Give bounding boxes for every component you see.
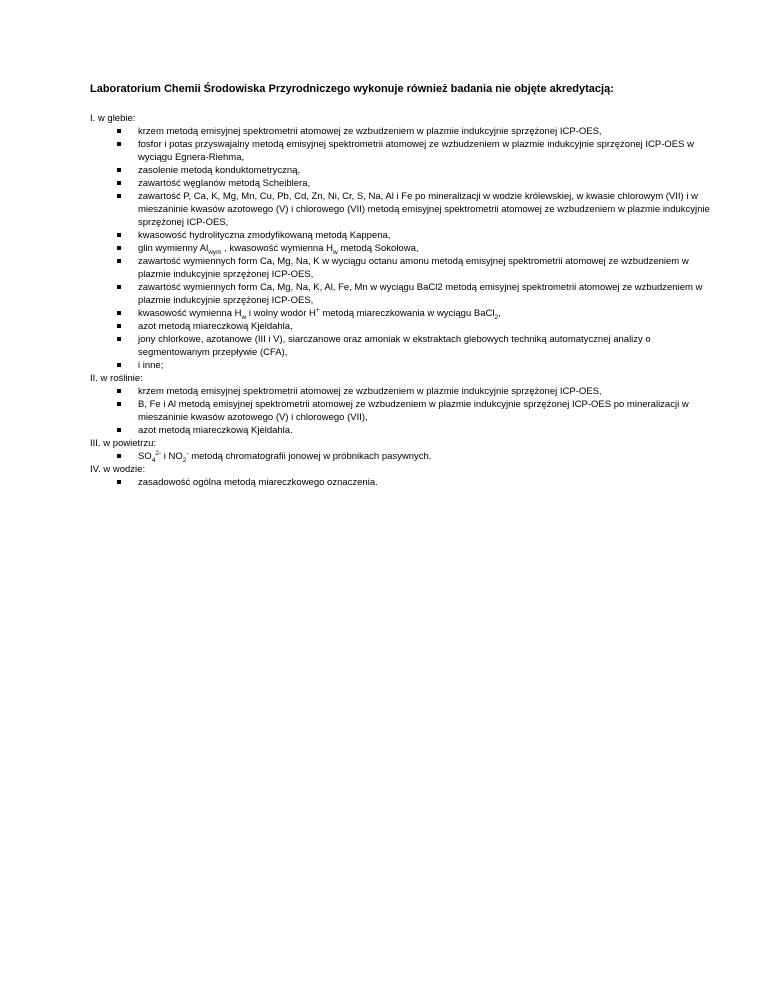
list-item-text: B, Fe i Al metodą emisyjnej spektrometrii atomowej ze wzbudzeniem w plazmie indukcyjnie sprzężonej ICP-OES po mineralizacji w mieszaninie kwasów azotowego (V) i chlorowego (VII), bbox=[138, 399, 689, 423]
square-bullet-icon bbox=[117, 454, 121, 458]
section-air bbox=[90, 437, 710, 463]
square-bullet-icon bbox=[117, 259, 121, 263]
section-heading: IV. w wodzie: bbox=[90, 464, 146, 475]
square-bullet-icon bbox=[117, 285, 121, 289]
square-bullet-icon bbox=[117, 311, 121, 315]
list-item-text: fosfor i potas przyswajalny metodą emisyjnej spektrometrii atomowej ze wzbudzeniem w plazmie indukcyjnie sprzężonej ICP-OES w wyciągu Egnera-Riehma, bbox=[138, 139, 694, 163]
list-item bbox=[90, 255, 710, 281]
list-item-text: azot metodą miareczkową Kjeldahla. bbox=[138, 425, 293, 436]
list-item-text: $SO_4^{2-}$ i $NO_2^-$ metodą chromatografii jonowej w próbnikach pasywnych. bbox=[138, 449, 432, 464]
square-bullet-icon bbox=[117, 324, 121, 328]
section-plant bbox=[90, 372, 710, 437]
soil-analysis-list bbox=[90, 125, 710, 372]
square-bullet-icon bbox=[117, 181, 121, 185]
list-item bbox=[90, 125, 710, 138]
list-item-text: zawartość P, Ca, K, Mg, Mn, Cu, Pb, Cd, Zn, Ni, Cr, S, Na, Al i Fe po mineralizacji w wodzie królewskiej, w kwasie chlorowym (VII) i w mieszaninie kwasów azotowego (V) i chlorowego (VII) metodą emisyjnej spektrometrii atomowej ze wzbudzeniem w plazmie indukcyjnie sprzężonej ICP-OES, bbox=[138, 191, 710, 228]
list-item bbox=[90, 229, 710, 242]
square-bullet-icon bbox=[117, 168, 121, 172]
list-item bbox=[90, 138, 710, 164]
section-soil bbox=[90, 112, 710, 372]
square-bullet-icon bbox=[117, 389, 121, 393]
water-analysis-list bbox=[90, 476, 710, 489]
square-bullet-icon bbox=[117, 402, 121, 406]
square-bullet-icon bbox=[117, 337, 121, 341]
list-item-text: zasolenie metodą konduktometryczną, bbox=[138, 165, 301, 176]
section-heading: III. w powietrzu: bbox=[90, 438, 156, 449]
list-item-text: glin wymienny $Al_{wym}$ , kwasowość wymienna $H_w$ metodą Sokołowa, bbox=[138, 243, 419, 256]
list-item bbox=[90, 450, 710, 463]
document-page bbox=[90, 82, 710, 489]
square-bullet-icon bbox=[117, 194, 121, 198]
square-bullet-icon bbox=[117, 129, 121, 133]
list-item bbox=[90, 359, 710, 372]
plant-analysis-list bbox=[90, 385, 710, 437]
list-item-text: zawartość wymiennych form Ca, Mg, Na, K w wyciągu octanu amonu metodą emisyjnej spektrometrii atomowej ze wzbudzeniem w plazmie indukcyjnie sprzężonej ICP-OES, bbox=[138, 256, 689, 280]
list-item bbox=[90, 190, 710, 229]
list-item bbox=[90, 242, 710, 255]
section-heading: I. w glebie: bbox=[90, 113, 136, 124]
list-item bbox=[90, 281, 710, 307]
document-title: Laboratorium Chemii Środowiska Przyrodniczego wykonuje również badania nie objęte akredytacją: bbox=[90, 83, 614, 95]
list-item bbox=[90, 398, 710, 424]
list-item bbox=[90, 476, 710, 489]
square-bullet-icon bbox=[117, 363, 121, 367]
square-bullet-icon bbox=[117, 480, 121, 484]
square-bullet-icon bbox=[117, 428, 121, 432]
square-bullet-icon bbox=[117, 233, 121, 237]
list-item-text: azot metodą miareczkową Kjeldahla, bbox=[138, 321, 293, 332]
square-bullet-icon bbox=[117, 246, 121, 250]
list-item-text: kwasowość wymienna $H_w$ i wolny wodór H+ metodą miareczkowania w wyciągu BaCl$_2$, bbox=[138, 306, 501, 321]
air-analysis-list bbox=[90, 450, 710, 463]
list-item bbox=[90, 164, 710, 177]
list-item bbox=[90, 424, 710, 437]
list-item-text: krzem metodą emisyjnej spektrometrii atomowej ze wzbudzeniem w plazmie indukcyjnie sprzężonej ICP-OES, bbox=[138, 126, 602, 137]
list-item bbox=[90, 320, 710, 333]
list-item-text: zawartość wymiennych form Ca, Mg, Na, K, Al, Fe, Mn w wyciągu BaCl2 metodą emisyjnej spektrometrii atomowej ze wzbudzeniem w plazmie indukcyjnie sprzężonej ICP-OES, bbox=[138, 282, 703, 306]
list-item-text: i inne; bbox=[138, 360, 164, 371]
list-item-text: zasadowość ogólna metodą miareczkowego oznaczenia. bbox=[138, 477, 378, 488]
list-item bbox=[90, 385, 710, 398]
list-item-text: zawartość węglanów metodą Scheiblera, bbox=[138, 178, 311, 189]
list-item-text: kwasowość hydrolityczna zmodyfikowaną metodą Kappena, bbox=[138, 230, 391, 241]
list-item-text: jony chlorkowe, azotanowe (III i V), siarczanowe oraz amoniak w ekstraktach glebowych techniką automatycznej analizy o segmentowanym przepływie (CFA), bbox=[138, 334, 651, 358]
list-item bbox=[90, 333, 710, 359]
list-item bbox=[90, 307, 710, 320]
list-item bbox=[90, 177, 710, 190]
list-item-text: krzem metodą emisyjnej spektrometrii atomowej ze wzbudzeniem w plazmie indukcyjnie sprzężonej ICP-OES, bbox=[138, 386, 602, 397]
square-bullet-icon bbox=[117, 142, 121, 146]
section-water bbox=[90, 463, 710, 489]
section-heading: II. w roślinie: bbox=[90, 373, 143, 384]
